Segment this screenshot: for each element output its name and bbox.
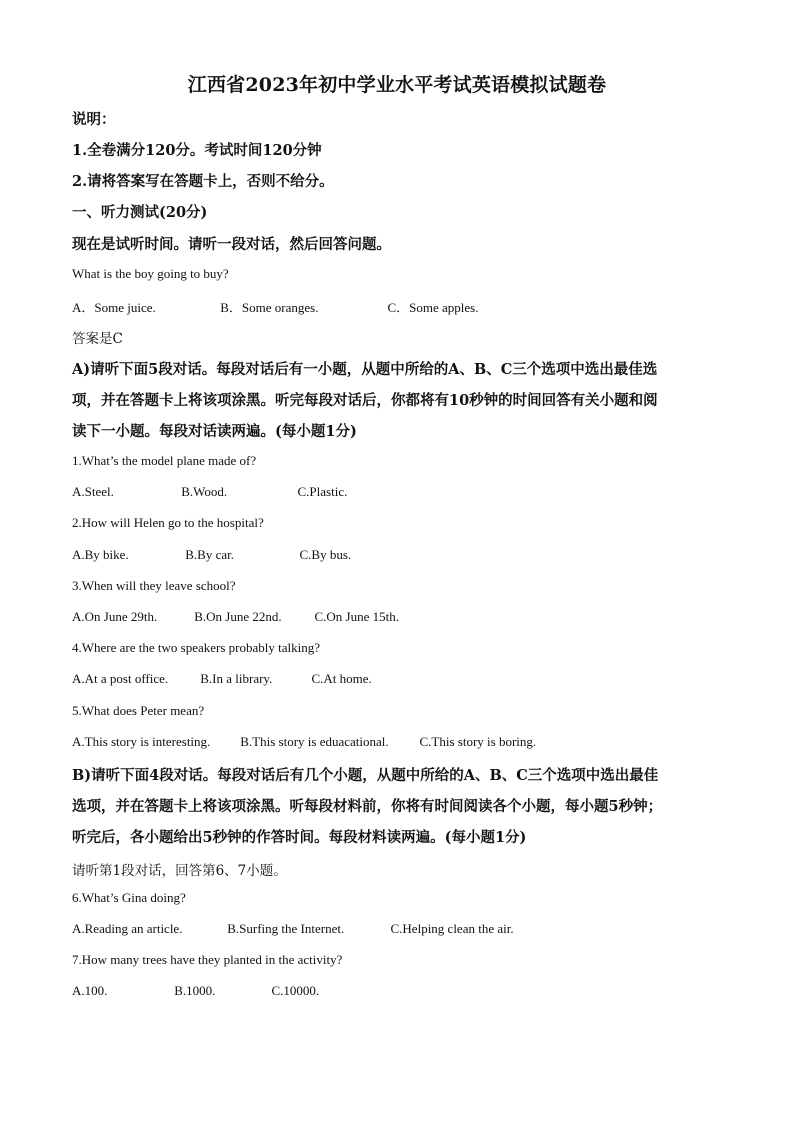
option-b: B.Surfing the Internet. — [227, 921, 345, 936]
option-c: C.This story is boring. — [419, 734, 537, 749]
option-a: A.Reading an article. — [72, 921, 183, 936]
option-c: C.Plastic. — [297, 484, 348, 499]
option-c: C.By bus. — [299, 547, 352, 562]
question-7: 7.How many trees have they planted in the activity? — [72, 952, 343, 967]
option-c: C．Some apples. — [387, 300, 479, 315]
sample-instruction: 现在是试听时间。请听一段对话，然后回答问题。 — [72, 236, 391, 253]
sample-question: What is the boy going to buy? — [72, 266, 229, 281]
section-heading: 一、听力测试(20分) — [72, 204, 208, 221]
question-6-options — [72, 921, 514, 937]
question-4-options — [72, 671, 372, 687]
rule-2: 2.请将答案写在答题卡上，否则不给分。 — [72, 173, 334, 190]
dialogue-1-note: 请听第1段对话，回答第6、7小题。 — [72, 863, 287, 879]
question-4: 4.Where are the two speakers probably talking? — [72, 640, 320, 655]
question-2: 2.How will Helen go to the hospital? — [72, 515, 264, 530]
option-a: A.On June 29th. — [72, 609, 158, 624]
question-3: 3.When will they leave school? — [72, 578, 236, 593]
option-b: B．Some oranges. — [220, 300, 319, 315]
option-a: A.By bike. — [72, 547, 129, 562]
exam-title: 江西省2023年初中学业水平考试英语模拟试题卷 — [187, 74, 607, 96]
part-a-instruction-3: 读下一小题。每段对话读两遍。(每小题1分) — [72, 423, 357, 440]
intro-label: 说明： — [72, 111, 116, 128]
sample-options — [72, 297, 479, 316]
question-5-options — [72, 734, 536, 750]
option-b: B.1000. — [174, 983, 216, 998]
rule-1: 1.全卷满分120分。考试时间120分钟 — [72, 142, 322, 159]
question-7-options — [72, 983, 319, 999]
question-6: 6.What’s Gina doing? — [72, 890, 186, 905]
option-a: A．Some juice. — [72, 300, 156, 315]
part-b-instruction-2: 选项，并在答题卡上将该项涂黑。听每段材料前，你将有时间阅读各个小题，每小题5秒钟； — [72, 798, 663, 815]
option-b: B.This story is eduacational. — [240, 734, 389, 749]
option-c: C.10000. — [271, 983, 320, 998]
option-a: A.This story is interesting. — [72, 734, 211, 749]
option-c: C.On June 15th. — [314, 609, 399, 624]
part-b-instruction-1: B)请听下面4段对话。每段对话后有几个小题，从题中所给的A、B、C三个选项中选出最佳 — [72, 767, 659, 784]
option-c: C.Helping clean the air. — [390, 921, 514, 936]
option-b: B.Wood. — [181, 484, 228, 499]
sample-answer: 答案是C — [72, 331, 123, 347]
question-2-options — [72, 547, 351, 563]
option-a: A.Steel. — [72, 484, 114, 499]
part-a-instruction-1: A)请听下面5段对话。每段对话后有一小题，从题中所给的A、B、C三个选项中选出最佳选 — [72, 361, 658, 378]
option-a: A.100. — [72, 983, 108, 998]
option-c: C.At home. — [311, 671, 372, 686]
question-1-options — [72, 484, 347, 500]
option-a: A.At a post office. — [72, 671, 169, 686]
option-b: B.By car. — [185, 547, 234, 562]
question-1: 1.What’s the model plane made of? — [72, 453, 257, 468]
option-b: B.On June 22nd. — [194, 609, 282, 624]
question-3-options — [72, 609, 399, 625]
question-5: 5.What does Peter mean? — [72, 703, 205, 718]
part-b-instruction-3: 听完后，各小题给出5秒钟的作答时间。每段材料读两遍。(每小题1分) — [72, 829, 527, 846]
part-a-instruction-2: 项，并在答题卡上将该项涂黑。听完每段对话后，你都将有10秒钟的时间回答有关小题和阅 — [72, 392, 658, 409]
option-b: B.In a library. — [200, 671, 273, 686]
